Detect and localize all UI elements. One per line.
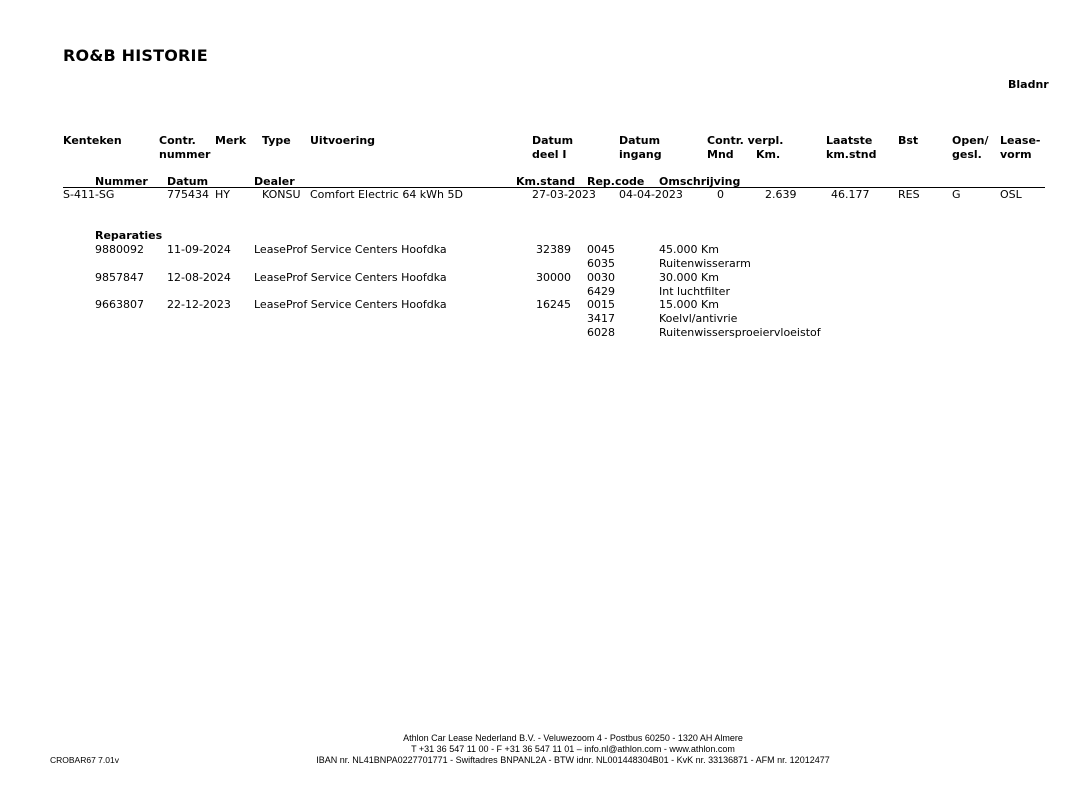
vehicle-open-gesl: G [952,188,961,201]
header-lease-vorm: Lease- vorm [1000,134,1041,161]
repair-code: 0045 [587,243,615,256]
reparaties-heading: Reparaties [95,229,163,242]
footer-address: Athlon Car Lease Nederland B.V. - Veluwezoom 4 - Postbus 60250 - 1320 AH Almere [403,733,743,743]
repair-datum: 22-12-2023 [167,298,231,311]
header-contr-verpl: Contr. verpl. [707,134,784,147]
header-km: Km. [756,147,781,161]
vehicle-mnd: 0 [717,188,724,201]
repair-description: Ruitenwissersproeiervloeistof [659,326,821,339]
repair-nummer: 9857847 [95,271,144,284]
vehicle-laatste-km: 46.177 [831,188,870,201]
footer-registration: IBAN nr. NL41BNPA0227701771 - Swiftadres BNPANL2A - BTW idnr. NL001448304B01 - KvK nr. 33136871 - AFM nr. 12012477 [316,755,830,765]
header-nummer: Nummer [95,175,148,188]
vehicle-merk: HY [215,188,230,201]
header-kmstand: Km.stand [516,175,576,188]
repair-code: 6035 [587,257,615,270]
repair-dealer: LeaseProf Service Centers Hoofdka [254,243,447,256]
page-number-label: Bladnr [1008,78,1049,91]
header-datum-deel1: Datum deel I [532,134,574,161]
repair-code: 3417 [587,312,615,325]
vehicle-datum-deel1: 27-03-2023 [532,188,596,201]
repair-description: 45.000 Km [659,243,719,256]
repair-description: Int luchtfilter [659,285,730,298]
header-dealer: Dealer [254,175,295,188]
repair-code: 0030 [587,271,615,284]
vehicle-type: KONSU [262,188,301,201]
footer-contact: T +31 36 547 11 00 - F +31 36 547 11 01 – info.nl@athlon.com - www.athlon.com [411,744,735,754]
vehicle-bst: RES [898,188,920,201]
header-merk: Merk [215,134,247,147]
vehicle-uitvoering: Comfort Electric 64 kWh 5D [310,188,463,201]
repair-nummer: 9663807 [95,298,144,311]
repair-kmstand: 32389 [536,243,571,256]
header-bst: Bst [898,134,919,147]
repair-datum: 12-08-2024 [167,271,231,284]
repair-description: 30.000 Km [659,271,719,284]
form-code: CROBAR67 7.01v [50,755,119,765]
header-open-gesl: Open/ gesl. [952,134,989,161]
header-type: Type [262,134,291,147]
repair-code: 6429 [587,285,615,298]
page-title: RO&B HISTORIE [63,46,208,65]
header-datum-ingang: Datum ingang [619,134,662,161]
repair-code: 0015 [587,298,615,311]
repair-description: 15.000 Km [659,298,719,311]
header-kenteken: Kenteken [63,134,122,147]
header-laatste-km: Laatste km.stnd [826,134,877,161]
repair-description: Koelvl/antivrie [659,312,738,325]
company-footer [0,733,1080,766]
repair-description: Ruitenwisserarm [659,257,751,270]
vehicle-lease-vorm: OSL [1000,188,1022,201]
header-mnd: Mnd [707,147,734,161]
vehicle-contract: 775434 [167,188,209,201]
repair-datum: 11-09-2024 [167,243,231,256]
header-contract-nummer: Contr. nummer [159,134,211,161]
repair-kmstand: 16245 [536,298,571,311]
header-repcode: Rep.code [587,175,645,188]
vehicle-km: 2.639 [765,188,797,201]
vehicle-kenteken: S-411-SG [63,188,115,201]
repair-dealer: LeaseProf Service Centers Hoofdka [254,271,447,284]
repair-dealer: LeaseProf Service Centers Hoofdka [254,298,447,311]
repair-code: 6028 [587,326,615,339]
vehicle-datum-ingang: 04-04-2023 [619,188,683,201]
header-datum: Datum [167,175,209,188]
header-omschrijving: Omschrijving [659,175,741,188]
repair-nummer: 9880092 [95,243,144,256]
header-uitvoering: Uitvoering [310,134,376,147]
repair-kmstand: 30000 [536,271,571,284]
